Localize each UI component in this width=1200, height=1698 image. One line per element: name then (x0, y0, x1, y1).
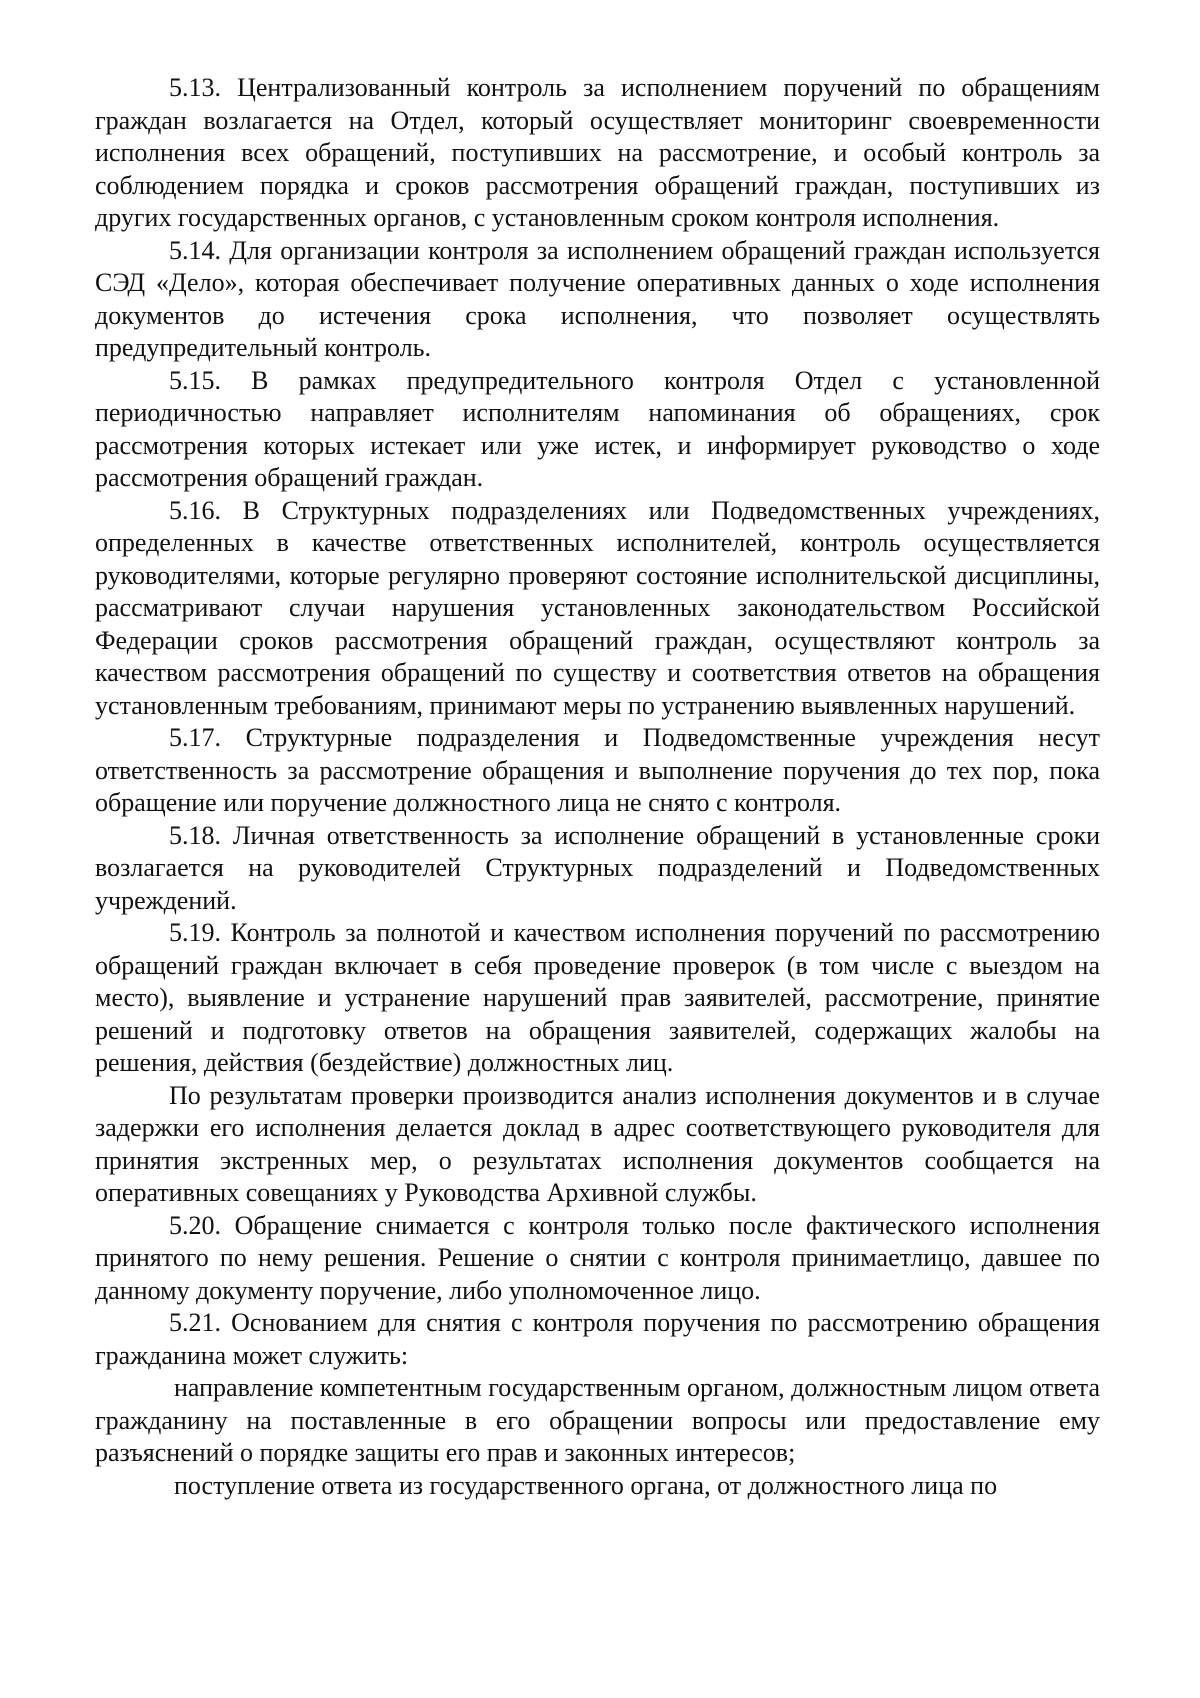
paragraph-5-19: 5.19. Контроль за полнотой и качеством исполнения поручений по рассмотрению обращений граждан включает в себя проведение проверок (в том числе с выездом на место), выявление и устранение нарушений прав заявителей, рассмотрение, принятие решений и подготовку ответов на обращения заявителей, содержащих жалобы на решения, действия (бездействие) должностных лиц. (95, 918, 1100, 1077)
paragraph-5-20: 5.20. Обращение снимается с контроля только после фактического исполнения принятого по нему решения. Решение о снятии с контроля принимаетлицо, давшее по данному документу поручение, либо уполномоченное лицо. (95, 1210, 1100, 1305)
list-item-answer-sent: направление компетентным государственным органом, должностным лицом ответа гражданину на поставленные в его обращении вопросы или предоставление ему разъяснений о порядке защиты его прав и законных интересов; (95, 1373, 1100, 1467)
paragraph-5-13: 5.13. Централизованный контроль за исполнением поручений по обращениям граждан возлагается на Отдел, который осуществляет мониторинг своевременности исполнения всех обращений, поступивших на рассмотрение, и особый контроль за соблюдением порядка и сроков рассмотрения обращений граждан, поступивших из других государственных органов, с установленным сроком контроля исполнения. (95, 73, 1100, 232)
paragraph-5-17: 5.17. Структурные подразделения и Подведомственные учреждения несут ответственность за рассмотрение обращения и выполнение поручения до тех пор, пока обращение или поручение должностного лица не снято с контроля. (95, 723, 1100, 817)
paragraph-inspection-results: По результатам проверки производится анализ исполнения документов и в случае задержки его исполнения делается доклад в адрес соответствующего руководителя для принятия экстренных мер, о результатах исполнения документов сообщается на оперативных совещаниях у Руководства Архивной службы. (95, 1080, 1100, 1207)
list-item-answer-received: поступление ответа из государственного органа, от должностного лица по (174, 1470, 998, 1500)
paragraph-5-21: 5.21. Основанием для снятия с контроля поручения по рассмотрению обращения гражданина может служить: (95, 1308, 1100, 1370)
paragraph-5-18: 5.18. Личная ответственность за исполнение обращений в установленные сроки возлагается на руководителей Структурных подразделений и Подведомственных учреждений. (95, 820, 1100, 915)
paragraph-5-15: 5.15. В рамках предупредительного контроля Отдел с установленной периодичностью направляет исполнителям напоминания об обращениях, срок рассмотрения которых истекает или уже истек, и информирует руководство о ходе рассмотрения обращений граждан. (95, 365, 1100, 492)
paragraph-5-16: 5.16. В Структурных подразделениях или Подведомственных учреждениях, определенных в качестве ответственных исполнителей, контроль осуществляется руководителями, которые регулярно проверяют состояние исполнительской дисциплины, рассматривают случаи нарушения установленных законодательством Российской Федерации сроков рассмотрения обращений граждан, осуществляют контроль за качеством рассмотрения обращений по существу и соответствия ответов на обращения установленным требованиям, принимают меры по устранению выявленных нарушений. (95, 495, 1100, 720)
paragraph-5-14: 5.14. Для организации контроля за исполнением обращений граждан используется СЭД «Дело», которая обеспечивает получение оперативных данных о ходе исполнения документов до истечения срока исполнения, что позволяет осуществлять предупредительный контроль. (95, 235, 1100, 362)
